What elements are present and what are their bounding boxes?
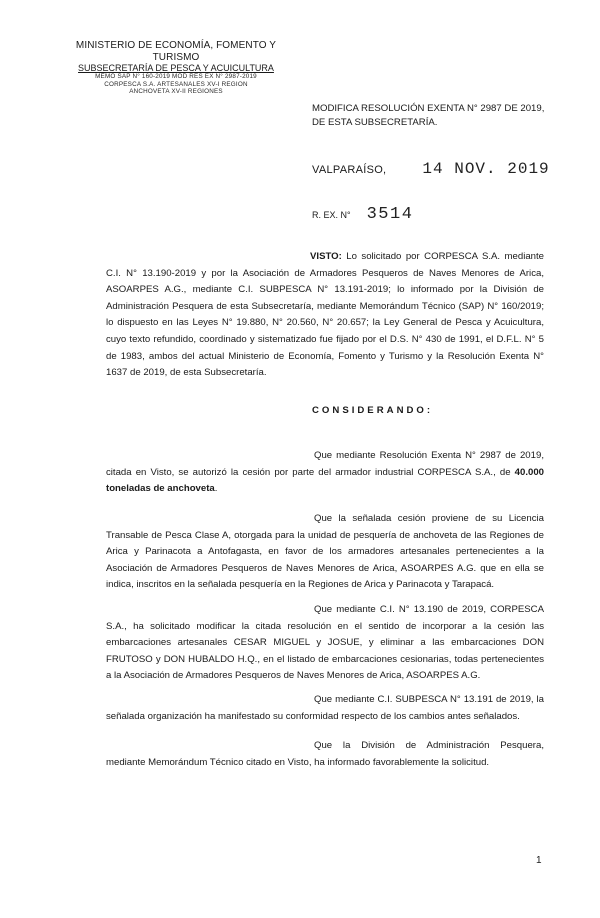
p5-text: Que la División de Administración Pesquera, mediante Memorándum Técnico citado en Visto, ha informado favorablemente la solicitud. [106, 740, 544, 768]
considerando-paragraph-2 [106, 511, 544, 594]
stamped-date: 14 NOV. 2019 [422, 160, 550, 178]
page-number: 1 [536, 855, 542, 866]
resolution-label: R. EX. N° [312, 210, 351, 220]
considerando-paragraph-5 [106, 738, 544, 771]
p1-bold-text: 40.000 toneladas de anchoveta [106, 466, 544, 495]
p1-end: . [214, 483, 218, 495]
city: VALPARAÍSO, [312, 164, 387, 176]
subsecretaria-name: SUBSECRETARÍA DE PESCA Y ACUICULTURA [78, 63, 274, 73]
considerando-paragraph-3 [106, 602, 544, 685]
considerando-paragraph-1 [106, 448, 544, 498]
visto-paragraph [106, 249, 544, 382]
visto-lead: VISTO: [310, 251, 342, 262]
p4-text: Que mediante C.I. SUBPESCA N° 13.191 de 2019, la señalada organización ha manifestado su conformidad respecto de los cambios antes señalados. [106, 694, 544, 722]
reference-line: CORPESCA S.A. ARTESANALES XV-I REGION [104, 80, 248, 88]
p1-text: Que mediante Resolución Exenta N° 2987 de 2019, citada en Visto, se autorizó la cesión por parte del armador industrial CORPESCA S.A., de [106, 450, 544, 478]
resolution-stamp-number: 3514 [366, 205, 414, 224]
resolution-subject: MODIFICA RESOLUCIÓN EXENTA N° 2987 DE 2019, DE ESTA SUBSECRETARÍA. [312, 103, 545, 128]
resolution-number [312, 205, 413, 224]
considerando-title: CONSIDERANDO: [312, 405, 434, 416]
p3-text: Que mediante C.I. N° 13.190 de 2019, CORPESCA S.A., ha solicitado modificar la citada resolución en el sentido de incorporar a la cesión las embarcaciones artesanales CESAR MIGUEL y JOSUE, y eliminar a las embarcaciones DON FRUTOSO y DON HUBALDO H.Q., en el listado de embarcaciones cesionarias, todas pertenecientes a la Asociación de Armadores Pesqueros de Naves Menores de Arica, ASOARPES A.G. [106, 604, 544, 682]
reference-line: ANCHOVETA XV-II REGIONES [129, 87, 223, 95]
ministry-name: MINISTERIO DE ECONOMÍA, FOMENTO Y TURISMO [75, 40, 277, 63]
reference-line: MEMO SAP N° 160-2019 MOD RES EX N° 2987-2019 [95, 73, 257, 81]
considerando-paragraph-4 [106, 692, 544, 725]
letterhead [66, 40, 286, 95]
place-date [312, 160, 550, 178]
p2-text: Que la señalada cesión proviene de su Licencia Transable de Pesca Clase A, otorgada para la unidad de pesquería de anchoveta de las Regiones de Arica y Parinacota a Antofagasta, en favor de los armadores artesanales pertenecientes a la Asociación de Armadores Pesqueros de Naves Menores de Arica, ASOARPES A.G. que en ella se indica, inscritos en la señalada pesquería en la Regiones de Arica y Parinacota y Tarapacá. [106, 513, 544, 591]
visto-text: Lo solicitado por CORPESCA S.A. mediante C.I. N° 13.190-2019 y por la Asociación de Armadores Pesqueros de Naves Menores de Arica, ASOARPES A.G., mediante C.I. SUBPESCA N° 13.191-2019; lo informado por la División de Administración Pesquera de esta Subsecretaría, mediante Memorándum Técnico (SAP) N° 160/2019; lo dispuesto en las Leyes N° 19.880, N° 20.560, N° 20.657; la Ley General de Pesca y Acuicultura, cuyo texto refundido, coordinado y sistematizado fue fijado por el D.S. N° 430 de 1991, el D.F.L. N° 5 de 1983, ambos del actual Ministerio de Economía, Fomento y Turismo y la Resolución Exenta N° 1637 de 2019, de esta Subsecretaría. [106, 251, 544, 379]
